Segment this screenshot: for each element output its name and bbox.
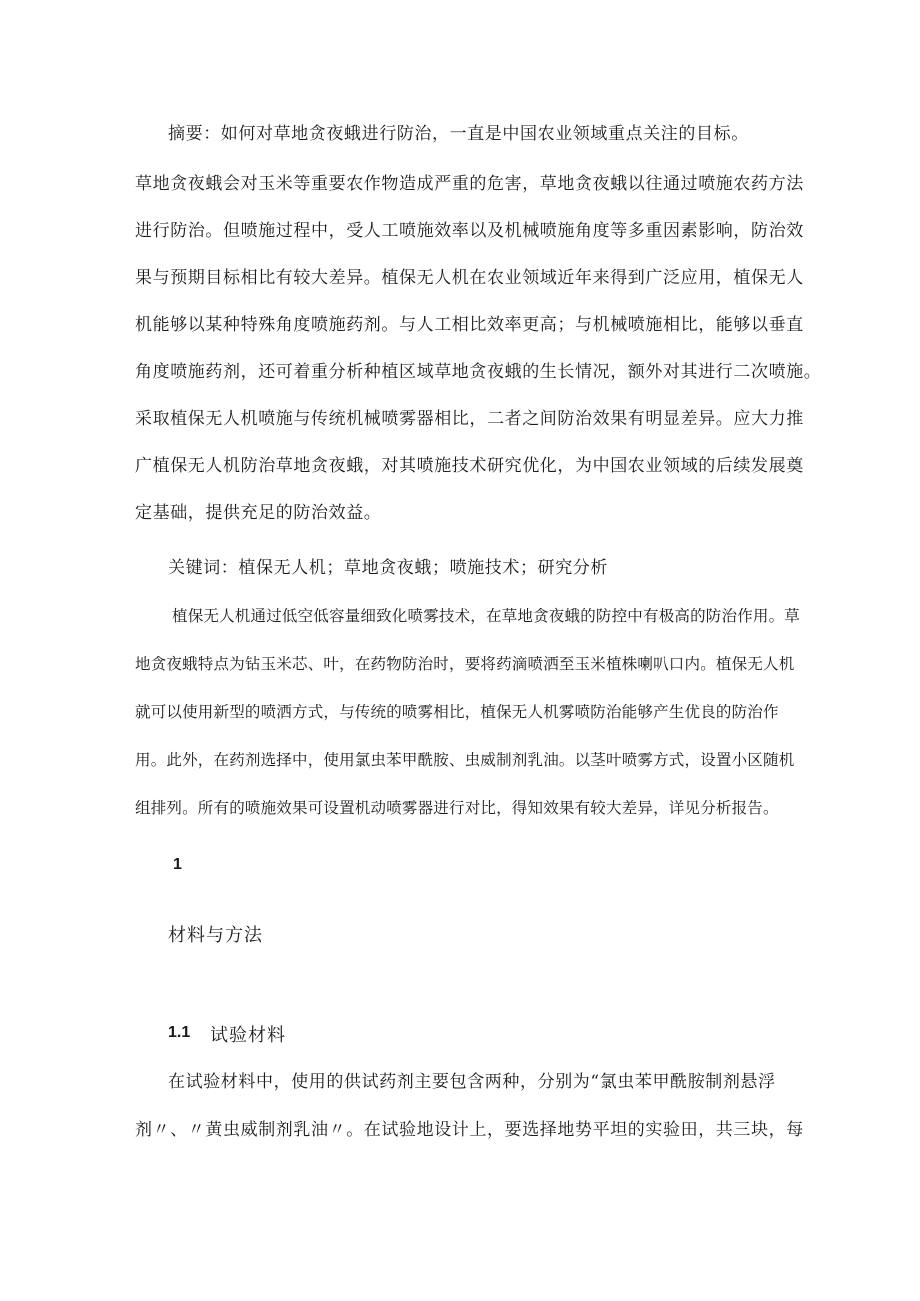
- keywords: 关键词：植保无人机；草地贪夜蛾；喷施技术；研究分析: [168, 558, 608, 578]
- abstract-line: 草地贪夜蛾会对玉米等重要农作物造成严重的危害，草地贪夜蛾以往通过喷施农药方法: [135, 174, 804, 194]
- abstract-line: 采取植保无人机喷施与传统机械喷雾器相比，二者之间防治效果有明显差异。应大力推: [135, 409, 804, 429]
- intro-line: 就可以使用新型的喷洒方式，与传统的喷雾相比，植保无人机雾喷防治能够产生优良的防治作: [135, 703, 779, 721]
- abstract-line: 机能够以某种特殊角度喷施药剂。与人工相比效率更高；与机械喷施相比，能够以垂直: [135, 315, 804, 335]
- abstract-line: 定基础，提供充足的防治效益。: [135, 503, 382, 523]
- section-body-line: 剂〃、〃黄虫威制剂乳油〃。在试验地设计上，要选择地势平坦的实验田，共三块，每: [135, 1120, 804, 1140]
- section-body-line: 在试验材料中，使用的供试药剂主要包含两种，分别为“氯虫苯甲酰胺制剂悬浮: [168, 1072, 776, 1092]
- subsection-title: 试验材料: [210, 1025, 286, 1046]
- intro-line: 植保无人机通过低空低容量细致化喷雾技术，在草地贪夜蛾的防控中有极高的防治作用。草: [172, 607, 801, 625]
- abstract-line: 广植保无人机防治草地贪夜蛾，对其喷施技术研究优化，为中国农业领域的后续发展奠: [135, 456, 804, 476]
- intro-line: 组排列。所有的喷施效果可设置机动喷雾器进行对比，得知效果有较大差异，详见分析报告。: [135, 799, 779, 817]
- abstract-line: 摘要：如何对草地贪夜蛾进行防治，一直是中国农业领域重点关注的目标。: [168, 124, 749, 144]
- abstract-line: 角度喷施药剂，还可着重分析种植区域草地贪夜蛾的生长情况，额外对其进行二次喷施。: [135, 362, 822, 382]
- subsection-number: 1.1: [168, 1024, 191, 1041]
- section-title: 材料与方法: [168, 925, 263, 946]
- abstract-line: 果与预期目标相比有较大差异。植保无人机在农业领域近年来得到广泛应用，植保无人: [135, 268, 804, 288]
- abstract-line: 进行防治。但喷施过程中，受人工喷施效率以及机械喷施角度等多重因素影响，防治效: [135, 221, 804, 241]
- intro-line: 地贪夜蛾特点为钻玉米芯、叶，在药物防治时，要将药滴喷洒至玉米植株喇叭口内。植保无人机: [135, 655, 795, 673]
- section-number: 1: [173, 856, 182, 873]
- intro-line: 用。此外，在药剂选择中，使用氯虫苯甲酰胺、虫威制剂乳油。以茎叶喷雾方式，设置小区随机: [135, 751, 795, 769]
